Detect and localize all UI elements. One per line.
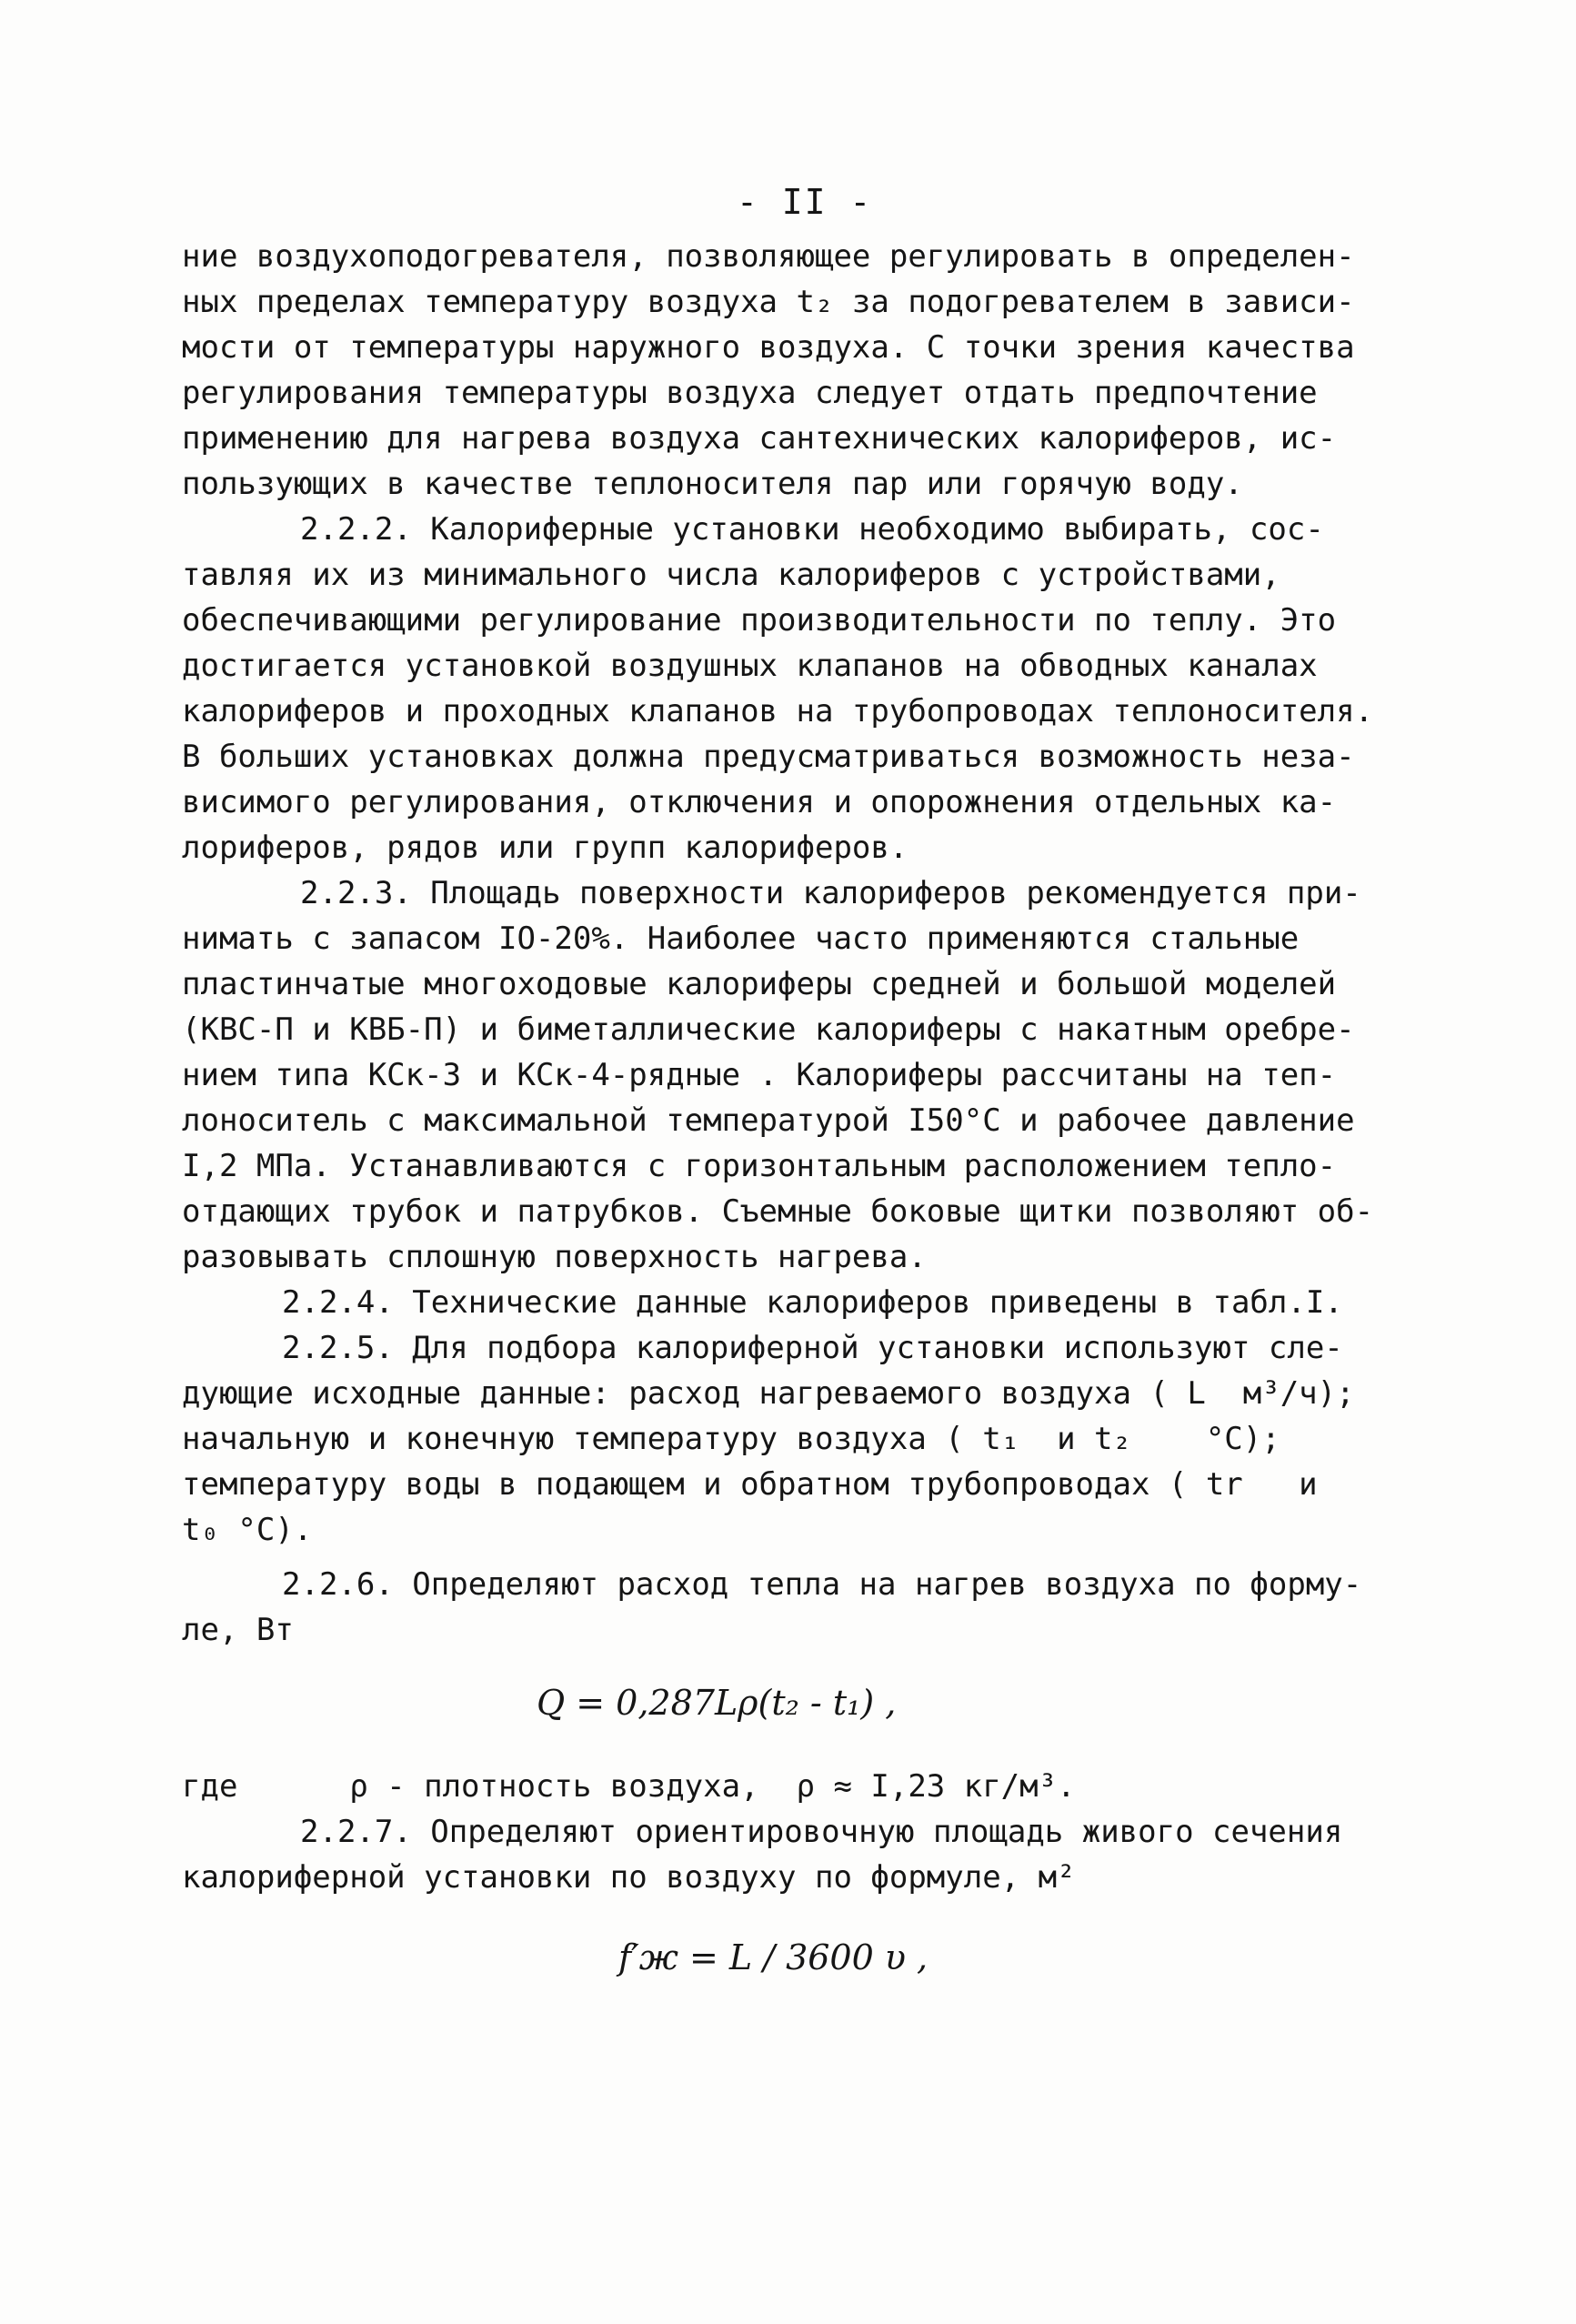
text-line: тавляя их из минимального числа калориферов с устройствами, [182, 557, 1280, 593]
text-line: I,2 МПа. Устанавливаются с горизонтальным расположением тепло- [182, 1148, 1337, 1184]
text-line: ние воздухоподогревателя, позволяющее регулировать в определен- [182, 238, 1355, 275]
text-line: нимать с запасом IO-20%. Наиболее часто применяются стальные [182, 921, 1300, 957]
text-line: калориферной установки по воздуху по формуле, м² [182, 1859, 1076, 1896]
text-line: где ρ - плотность воздуха, ρ ≈ I,23 кг/м³. [182, 1768, 1076, 1805]
text-line: 2.2.6. Определяют расход тепла на нагрев воздуха по форму- [282, 1566, 1362, 1603]
text-line: 2.2.2. Калориферные установки необходимо выбирать, сос- [300, 511, 1324, 548]
text-line: дующие исходные данные: расход нагреваемого воздуха ( L м³/ч); [182, 1375, 1355, 1412]
text-line: мости от температуры наружного воздуха. С точки зрения качества [182, 329, 1355, 366]
text-line: 2.2.7. Определяют ориентировочную площадь живого сечения [300, 1814, 1343, 1850]
text-line: 2.2.5. Для подбора калориферной установки используют сле- [282, 1330, 1343, 1366]
text-line: достигается установкой воздушных клапанов на обводных каналах [182, 648, 1318, 684]
text-line: пластинчатые многоходовые калориферы средней и большой моделей [182, 966, 1337, 1002]
text-line: лориферов, рядов или групп калориферов. [182, 830, 908, 866]
text-line: ле, Вт [182, 1612, 294, 1648]
heat-formula: Q = 0,287Lρ(t₂ - t₁) , [537, 1683, 897, 1723]
text-line: 2.2.4. Технические данные калориферов приведены в табл.I. [282, 1284, 1343, 1321]
text-line: начальную и конечную температуру воздуха ( t₁ и t₂ °C); [182, 1421, 1280, 1457]
text-line: ных пределах температуру воздуха t₂ за подогревателем в зависи- [182, 284, 1355, 320]
text-line: отдающих трубок и патрубков. Съемные боковые щитки позволяют об- [182, 1193, 1374, 1230]
text-line: (КВС-П и КВБ-П) и биметаллические калориферы с накатным оребре- [182, 1011, 1355, 1048]
text-line: лоноситель с максимальной температурой I50°C и рабочее давление [182, 1102, 1355, 1139]
text-line: регулирования температуры воздуха следует отдать предпочтение [182, 375, 1318, 411]
text-line: разовывать сплошную поверхность нагрева. [182, 1239, 927, 1275]
text-line: калориферов и проходных клапанов на трубопроводах теплоносителя. [182, 693, 1374, 729]
text-line: обеспечивающими регулирование производительности по теплу. Это [182, 602, 1337, 639]
text-line: висимого регулирования, отключения и опорожнения отдельных ка- [182, 784, 1337, 820]
text-line: применению для нагрева воздуха сантехнических калориферов, ис- [182, 420, 1337, 457]
text-line: нием типа КСк-3 и КСк-4-рядные . Калориферы рассчитаны на теп- [182, 1057, 1337, 1093]
page-number: - II - [737, 182, 873, 222]
text-line: температуру воды в подающем и обратном трубопроводах ( tr и [182, 1466, 1318, 1503]
text-line: пользующих в качестве теплоносителя пар или горячую воду. [182, 466, 1243, 502]
text-line: 2.2.3. Площадь поверхности калориферов рекомендуется при- [300, 875, 1361, 911]
text-line: t₀ °C). [182, 1512, 313, 1548]
text-line: В больших установках должна предусматриваться возможность неза- [182, 739, 1355, 775]
area-formula: f′ж = L / 3600 υ , [618, 1937, 929, 1977]
